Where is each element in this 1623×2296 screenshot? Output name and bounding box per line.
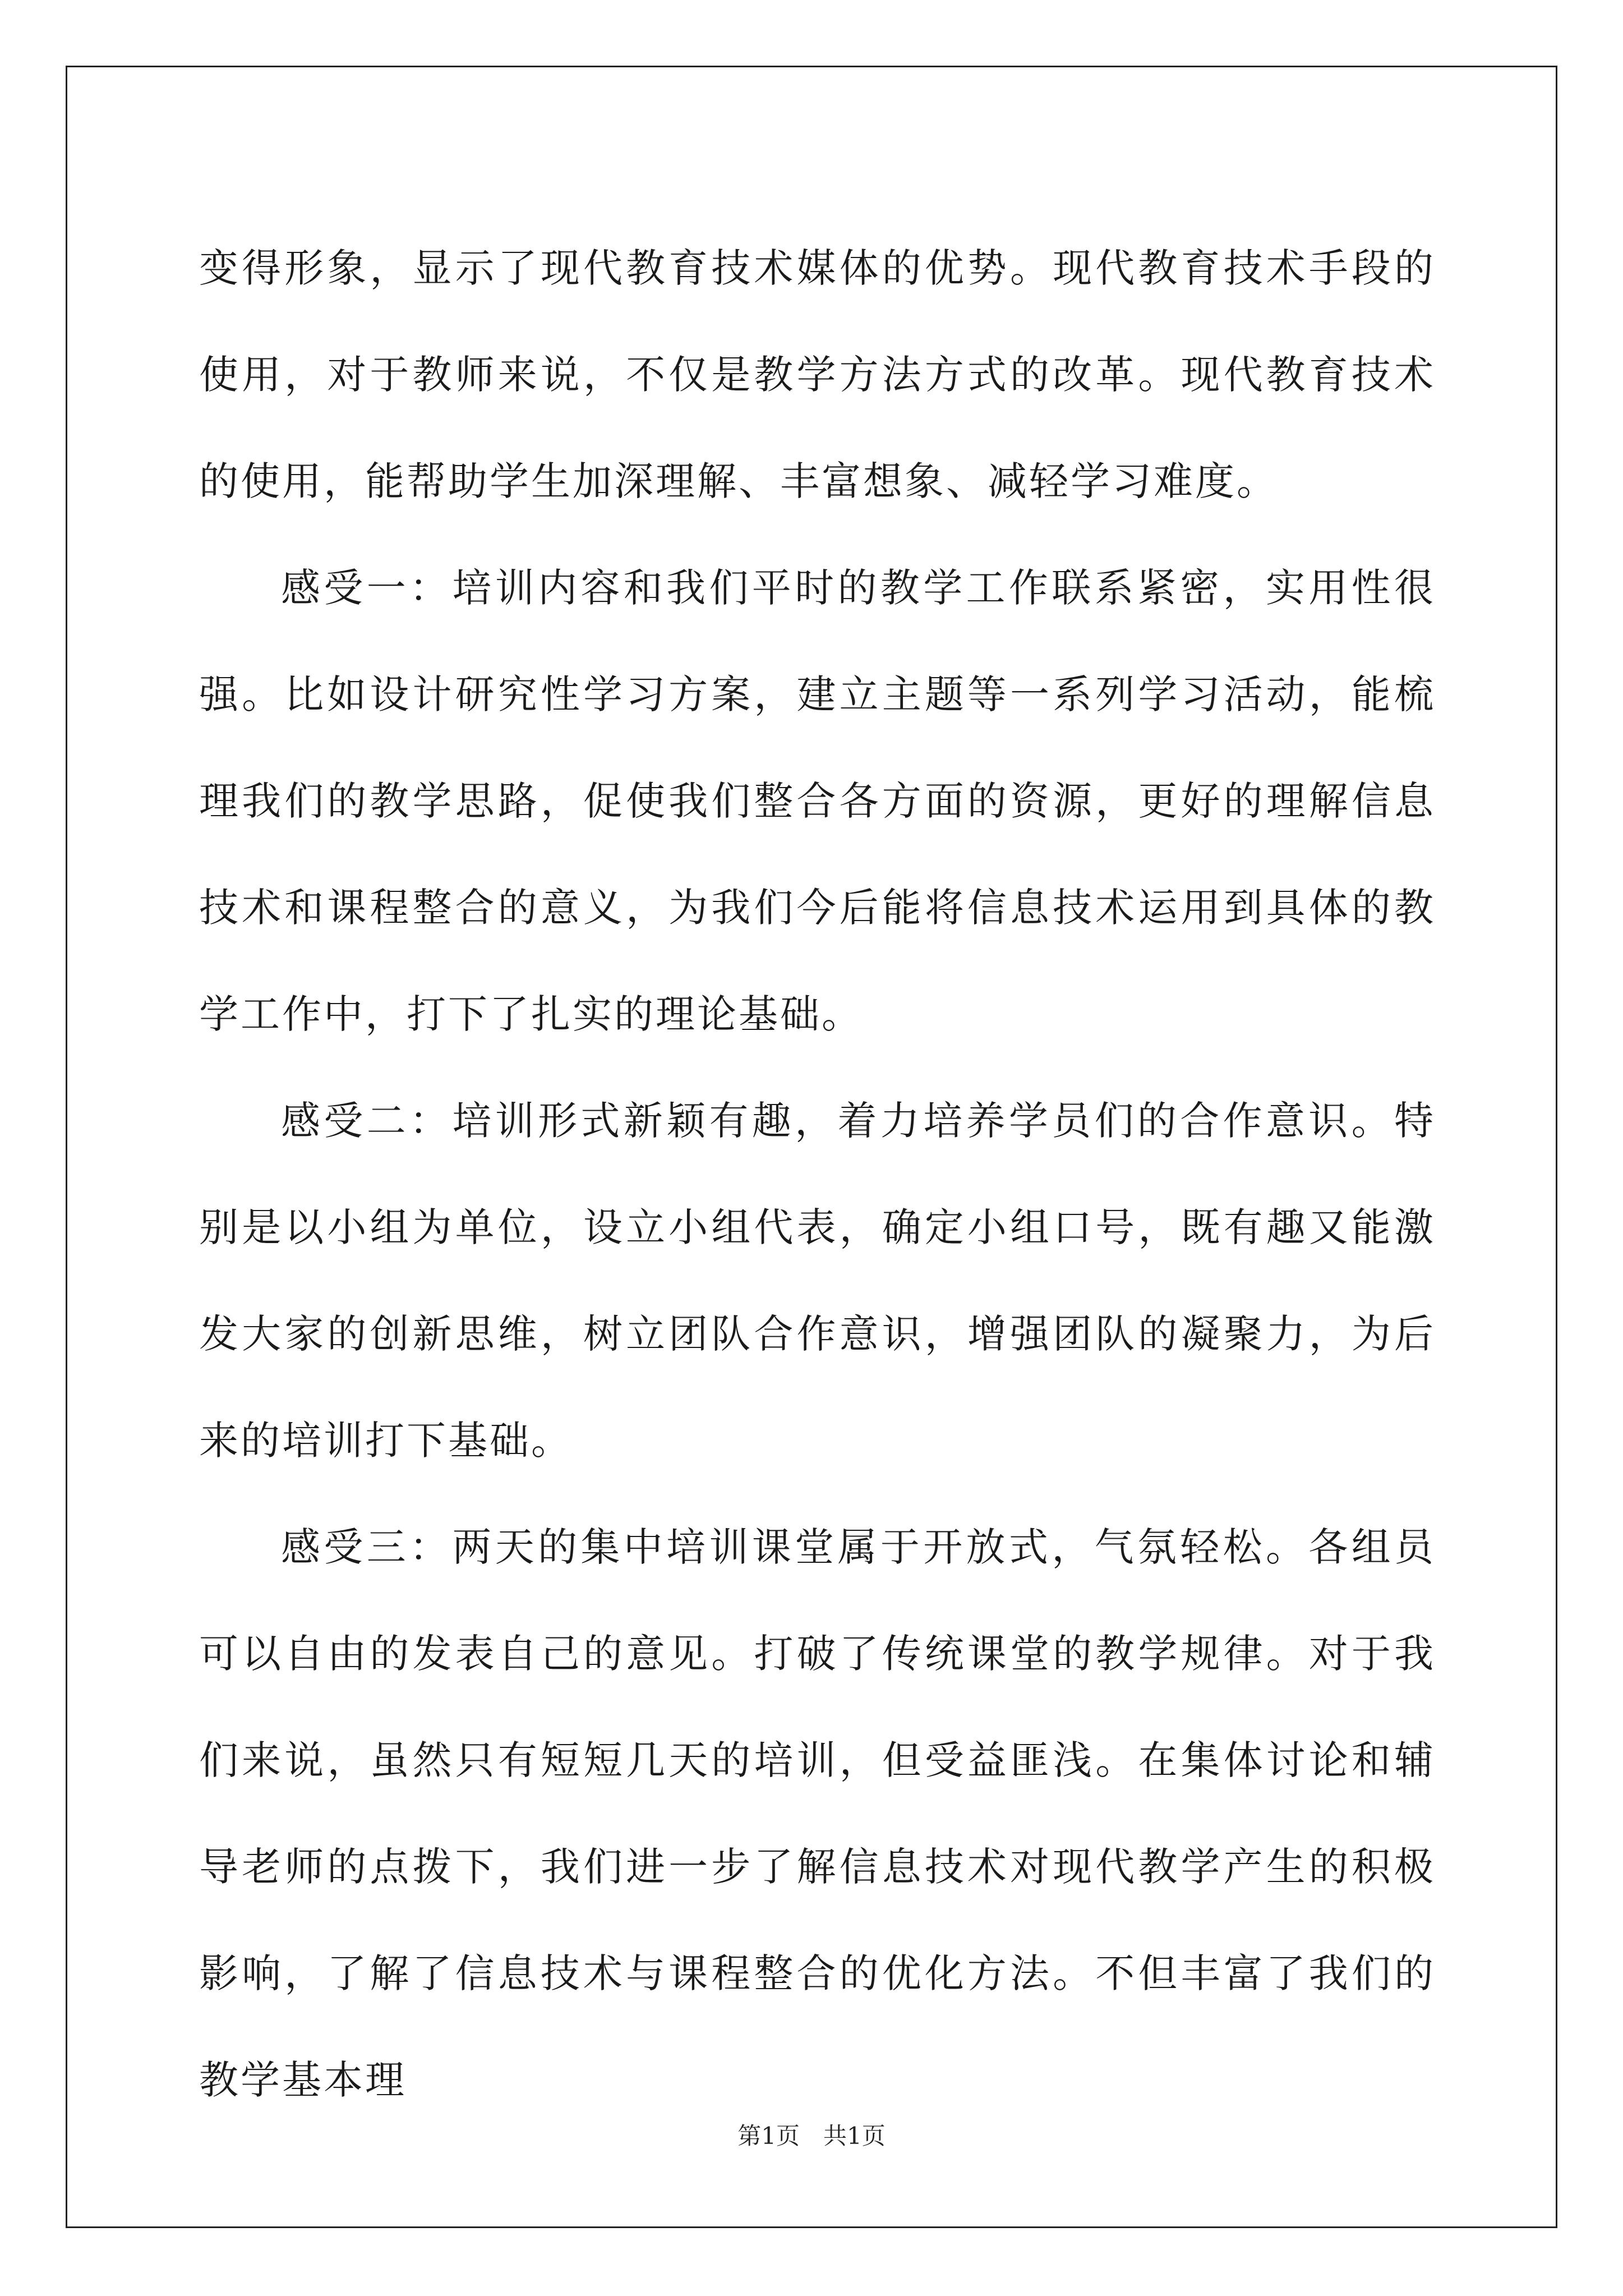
paragraph-feeling-three: 感受三：两天的集中培训课堂属于开放式，气氛轻松。各组员可以自由的发表自己的意见。打破了传统课堂的教学规律。对于我们来说，虽然只有短短几天的培训，但受益匪浅。在集体讨论和辅导老师的点拨下，我们进一步了解信息技术对现代教学产生的积极影响，了解了信息技术与课程整合的优化方法。不但丰富了我们的教学基本理 (199, 1524, 1436, 2103)
page-number-label: 第1页 共1页 (737, 2122, 886, 2150)
document-body (199, 215, 1436, 2133)
page-footer (0, 2119, 1623, 2153)
paragraph-intro: 变得形象，显示了现代教育技术媒体的优势。现代教育技术手段的使用，对于教师来说，不仅是教学方法方式的改革。现代教育技术的使用，能帮助学生加深理解、丰富想象、减轻学习难度。 (199, 245, 1436, 504)
paragraph-feeling-one: 感受一：培训内容和我们平时的教学工作联系紧密，实用性很强。比如设计研究性学习方案，建立主题等一系列学习活动，能梳理我们的教学思路，促使我们整合各方面的资源，更好的理解信息技术和课程整合的意义，为我们今后能将信息技术运用到具体的教学工作中，打下了扎实的理论基础。 (199, 565, 1436, 1037)
paragraph-feeling-two: 感受二：培训形式新颖有趣，着力培养学员们的合作意识。特别是以小组为单位，设立小组代表，确定小组口号，既有趣又能激发大家的创新思维，树立团队合作意识，增强团队的凝聚力，为后来的培训打下基础。 (199, 1098, 1436, 1464)
